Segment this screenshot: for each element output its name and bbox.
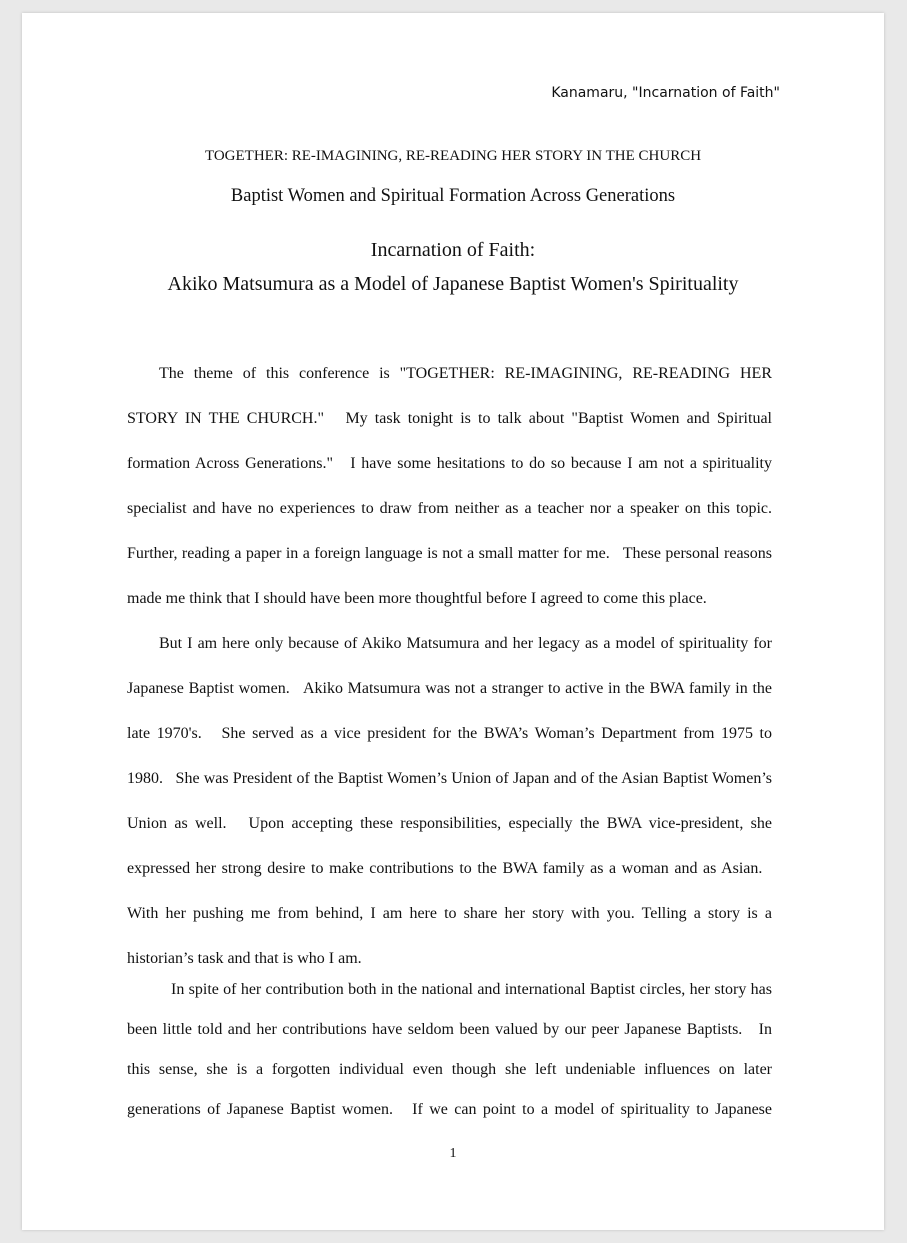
paragraph-3-block <box>127 970 772 1130</box>
conference-subtitle: Baptist Women and Spiritual Formation Across Generations <box>230 186 676 206</box>
body-paragraph: The theme of this conference is "TOGETHER: RE-IMAGINING, RE-READING HER STORY IN THE CHURCH." My task tonight is to talk about "Baptist Women and Spiritual formation Across Generations." I have some hesitations to do so because I am not a spirituality specialist and have no experiences to draw from neither as a teacher nor a speaker on this topic. Further, reading a paper in a foreign language is not a small matter for me. These personal reasons made me think that I should have been more thoughtful before I agreed to come this place. <box>127 365 772 607</box>
running-header: Kanamaru, "Incarnation of Faith" <box>551 85 780 101</box>
paragraph-1-block <box>127 351 772 621</box>
paper-title-line-1: Incarnation of Faith: <box>370 239 536 261</box>
paper-title-line-2: Akiko Matsumura as a Model of Japanese Baptist Women's Spirituality <box>167 273 739 295</box>
body-paragraph: In spite of her contribution both in the national and international Baptist circles, her story has been little told and her contributions have seldom been valued by our peer Japanese Baptists. In this sense, she is a forgotten individual even though she left undeniable influences on later generations of Japanese Baptist women. If we can point to a model of spirituality to Japanese <box>127 981 772 1118</box>
document-page <box>22 13 884 1230</box>
body-paragraph: But I am here only because of Akiko Matsumura and her legacy as a model of spirituality for Japanese Baptist women. Akiko Matsumura was not a stranger to active in the BWA family in the late 1970's. She served as a vice president for the BWA’s Woman’s Department from 1975 to 1980. She was President of the Baptist Women’s Union of Japan and of the Asian Baptist Women’s Union as well. Upon accepting these responsibilities, especially the BWA vice-president, she expressed her strong desire to make contributions to the BWA family as a woman and as Asian. With her pushing me from behind, I am here to share her story with you. Telling a story is a historian’s task and that is who I am. <box>127 635 772 967</box>
conference-title: TOGETHER: RE-IMAGINING, RE-READING HER STORY IN THE CHURCH <box>204 148 702 164</box>
paragraph-2-block <box>127 621 772 981</box>
page-number: 1 <box>449 1146 457 1161</box>
